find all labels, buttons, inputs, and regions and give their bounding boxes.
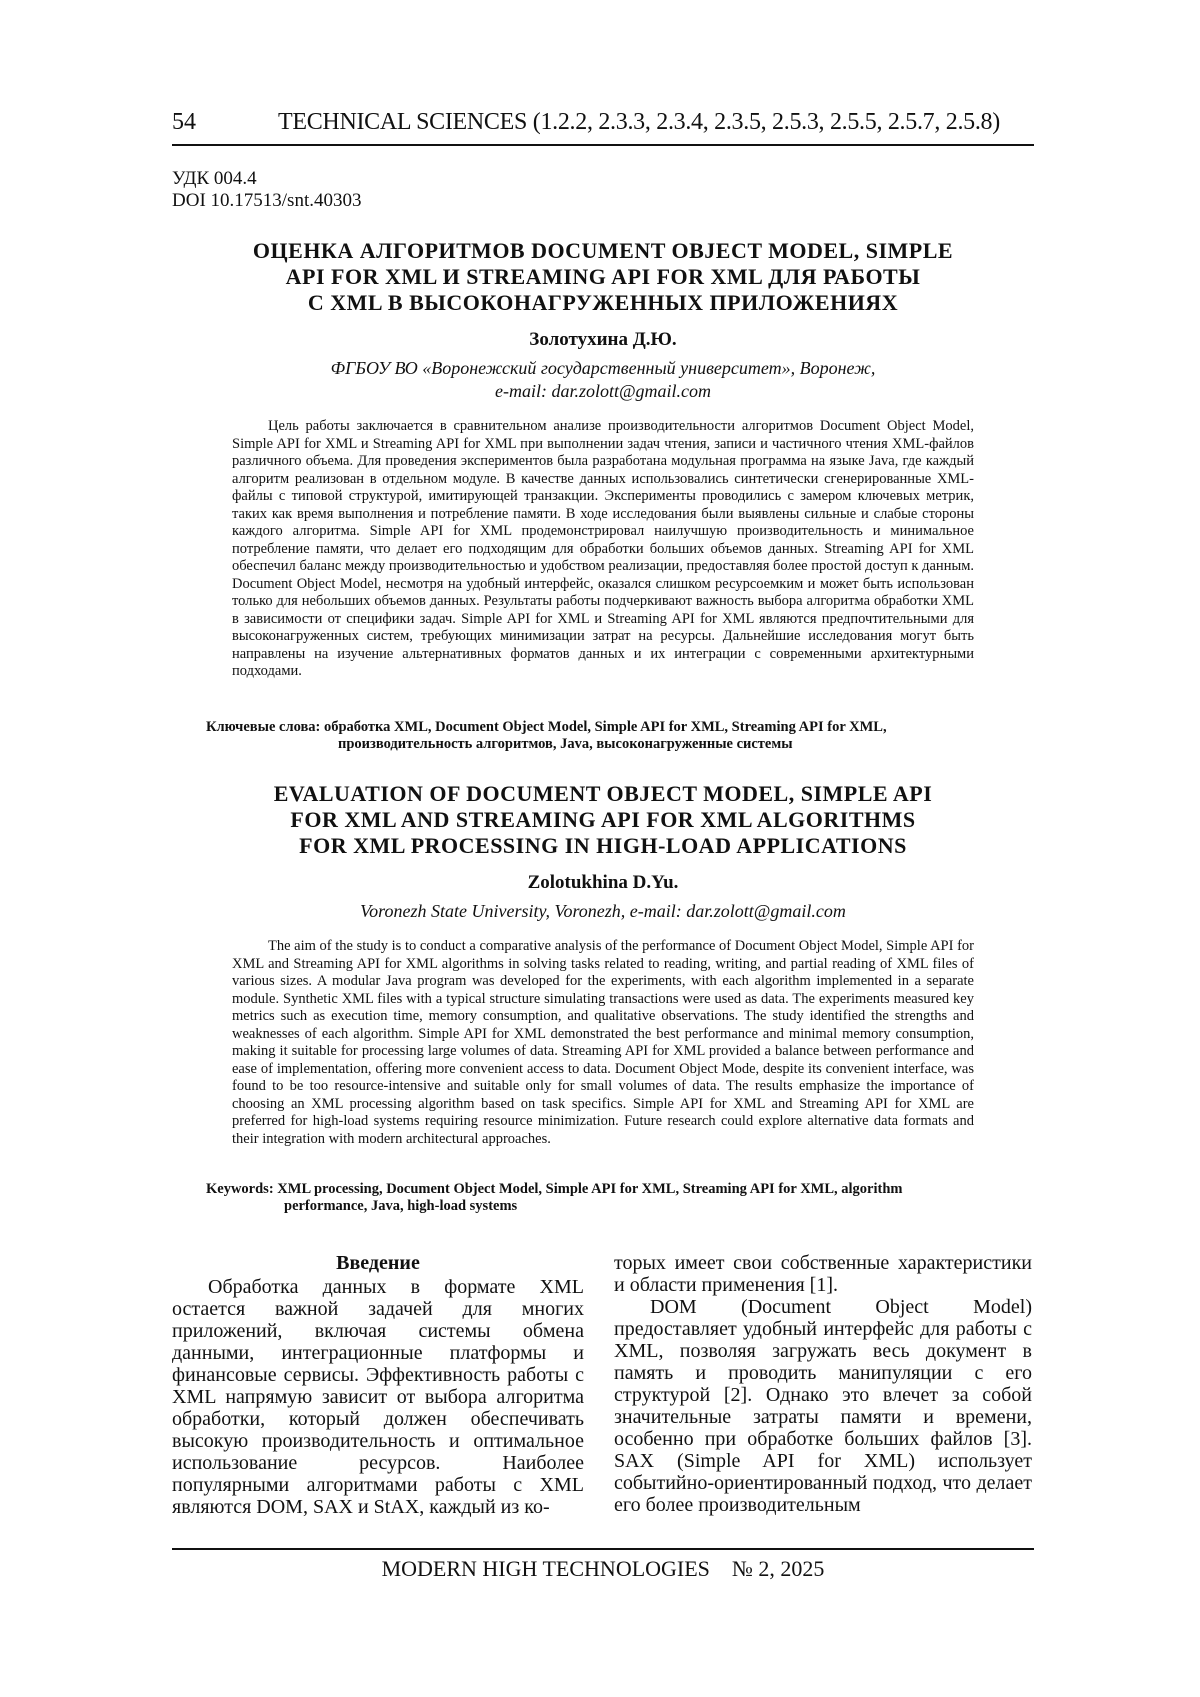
affiliation-ru-line1: ФГБОУ ВО «Воронежский государственный университет», Воронеж, [330,358,876,378]
body-paragraph: DOM (Document Object Model) предоставляет удобный интерфейс для работы с XML, позволяя загружать весь документ в память и проводить манипуляции с его структурой [2]. Однако это влечет за собой значительные затраты памяти и времени, особенно при обработке больших файлов [3]. SAX (Simple API for XML) использует событийно-ориентированный подход, что делает его более производительным [614,1296,1032,1516]
header-rule [172,144,1034,146]
doi: DOI 10.17513/snt.40303 [172,190,362,211]
author-ru: Золотухина Д.Ю. [529,329,677,350]
page-number: 54 [172,109,196,135]
title-line: С XML В ВЫСОКОНАГРУЖЕННЫХ ПРИЛОЖЕНИЯХ [307,290,899,315]
keywords-ru [206,719,1006,753]
affiliation-en: Voronezh State University, Voronezh, e-mail: dar.zolott@gmail.com [360,901,846,921]
running-title: TECHNICAL SCIENCES (1.2.2, 2.3.3, 2.3.4, 2.3.5, 2.5.3, 2.5.5, 2.5.7, 2.5.8) [278,109,1000,135]
affiliation-ru-line2: e-mail: dar.zolott@gmail.com [494,381,712,401]
body-column-right [614,1252,1032,1516]
section-heading-introduction: Введение [336,1252,420,1274]
title-line: ОЦЕНКА АЛГОРИТМОВ DOCUMENT OBJECT MODEL, SIMPLE [252,238,954,263]
footer-rule [172,1548,1034,1550]
journal-footer: MODERN HIGH TECHNOLOGIES № 2, 2025 [381,1556,825,1581]
keywords-line [206,1181,1006,1198]
keywords-label: Keywords: [206,1181,274,1197]
body-column-left [172,1252,584,1518]
udc-code: УДК 004.4 [172,168,257,189]
abstract-ru: Цель работы заключается в сравнительном анализе производительности алгоритмов Document Object Model, Simple API for XML и Streaming API for XML при выполнении задач чтения, записи и частичного чтения XML-файлов различного объема. Для проведения экспериментов была разработана модульная программа на языке Java, где каждый алгоритм реализован в отдельном модуле. В качестве данных использовались синтетически сгенерированные XML-файлы с типовой структурой, имитирующей транзакции. Эксперименты проводились с замером ключевых метрик, таких как время выполнения и потребление памяти. В ходе исследования были выявлены сильные и слабые стороны каждого алгоритма. Simple API for XML продемонстрировал наилучшую производительность и минимальное потребление памяти, что делает его подходящим для обработки больших объемов данных. Streaming API for XML обеспечил баланс между производительностью и удобством реализации, предоставляя более простой доступ к данным. Document Object Model, несмотря на удобный интерфейс, оказался слишком ресурсоемким и может быть использован только для небольших объемов данных. Результаты работы подчеркивают важность выбора алгоритма обработки XML в зависимости от специфики задач. Simple API for XML и Streaming API for XML являются предпочтительными для высоконагруженных систем, требующих минимизации затрат на ресурсы. Дальнейшие исследования могут быть направлены на изучение альтернативных форматов данных и их интеграции с современными архитектурными подходами. [232,418,974,679]
title-line: EVALUATION OF DOCUMENT OBJECT MODEL, SIMPLE API [273,781,933,806]
body-paragraph: торых имеет свои собственные характеристики и области применения [1]. [614,1252,1032,1296]
keywords-line: производительность алгоритмов, Java, высоконагруженные системы [338,736,793,752]
keywords-line: performance, Java, high-load systems [284,1198,518,1214]
article-title-ru [172,238,1034,316]
keywords-en [206,1181,1006,1215]
running-header [172,102,1034,142]
title-line: FOR XML PROCESSING IN HIGH-LOAD APPLICATIONS [299,833,907,858]
keywords-text: XML processing, Document Object Model, Simple API for XML, Streaming API for XML, algorithm [277,1181,903,1197]
body-paragraph: Обработка данных в формате XML остается важной задачей для многих приложений, включая системы обмена данными, интеграционные платформы и финансовые сервисы. Эффективность работы с XML напрямую зависит от выбора алгоритма обработки, который должен обеспечивать высокую производительность и оптимальное использование ресурсов. Наиболее популярными алгоритмами работы с XML являются DOM, SAX и StAX, каждый из ко- [172,1276,584,1518]
keywords-line: Ключевые слова: обработка XML, Document Object Model, Simple API for XML, Streaming API for XML, [206,719,887,735]
author-en: Zolotukhina D.Yu. [527,872,679,893]
abstract-en: The aim of the study is to conduct a comparative analysis of the performance of Document Object Model, Simple API for XML and Streaming API for XML algorithms in solving tasks related to reading, writing, and partial reading of XML files of various sizes. A modular Java program was developed for the experiments, with each algorithm implemented in a separate module. Synthetic XML files with a typical structure simulating transactions were used as data. The experiments measured key metrics such as execution time, memory consumption, and qualitative observations. The study identified the strengths and weaknesses of each algorithm. Simple API for XML demonstrated the best performance and minimal memory consumption, making it suitable for processing large volumes of data. Streaming API for XML provided a balance between performance and ease of implementation, offering more convenient access to data. Document Object Mode, despite its convenient interface, was found to be too resource-intensive and suitable only for small volumes of data. The results emphasize the importance of choosing an XML processing algorithm based on task specifics. Simple API for XML and Streaming API for XML are preferred for high-load systems requiring resource minimization. Future research could explore alternative data formats and their integration with modern architectural approaches. [232,938,974,1147]
title-line: API FOR XML И STREAMING API FOR XML ДЛЯ РАБОТЫ [285,264,921,289]
title-line: FOR XML AND STREAMING API FOR XML ALGORITHMS [290,807,916,832]
article-title-en [172,781,1034,859]
